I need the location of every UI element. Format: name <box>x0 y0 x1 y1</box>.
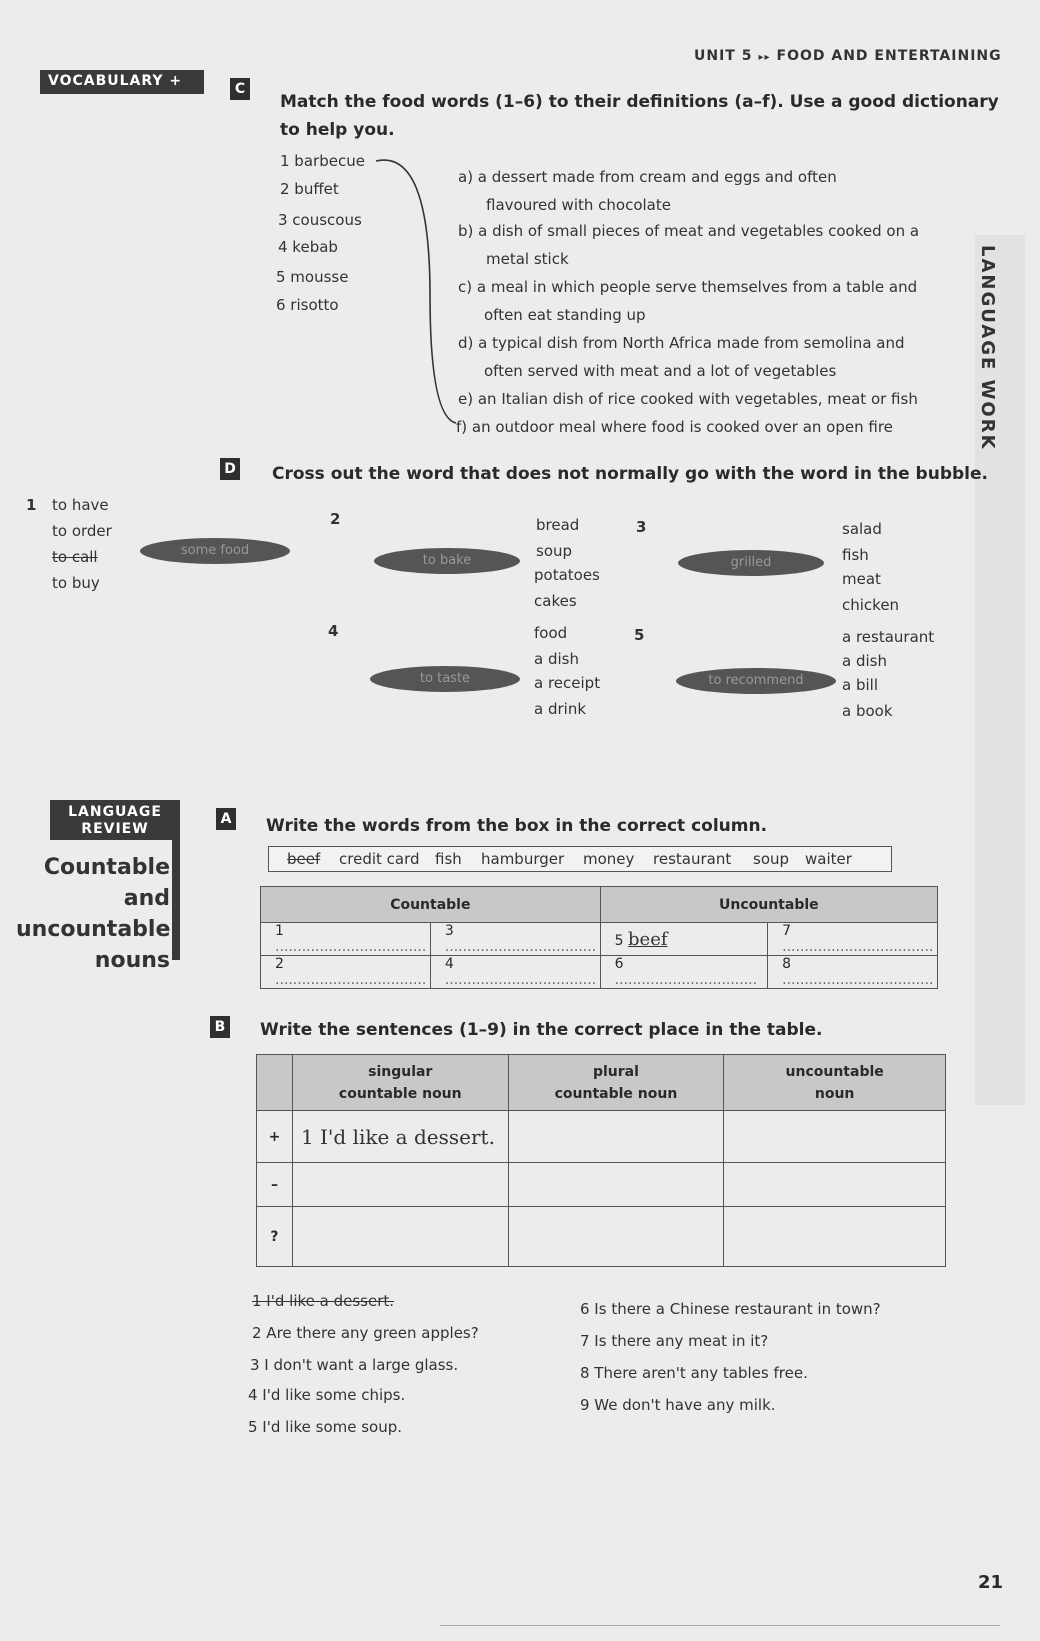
row-sign: + <box>257 1111 293 1163</box>
exercise-letter-a: A <box>216 808 236 830</box>
box-word: money <box>583 850 635 868</box>
group-number: 4 <box>328 622 339 640</box>
list-item: 5 mousse <box>276 268 349 286</box>
box-word: waiter <box>805 850 852 868</box>
list-item: 4 kebab <box>278 238 338 256</box>
section-title: Countable and uncountable nouns <box>16 855 171 973</box>
answer-cell[interactable] <box>508 1163 724 1207</box>
bubble-word: a dish <box>842 652 887 670</box>
exercise-letter-b: B <box>210 1016 230 1038</box>
word-bubble: some food <box>140 538 290 564</box>
matching-line <box>370 155 470 430</box>
bubble-word: a drink <box>534 700 587 718</box>
sentence-8: 8 There aren't any tables free. <box>580 1364 808 1382</box>
group-number: 1 <box>26 496 37 514</box>
handwritten-answer: beef <box>628 928 668 950</box>
header-line: singular <box>368 1063 433 1080</box>
header-line: noun <box>814 1085 855 1102</box>
column-header <box>508 1055 724 1111</box>
bubble-word: bread <box>536 516 580 534</box>
exercise-d-instruction: Cross out the word that does not normally go with the word in the bubble. <box>272 464 988 484</box>
bubble-word: cakes <box>534 592 577 610</box>
bubble-word: a bill <box>842 676 878 694</box>
list-item: 1 barbecue <box>280 152 365 170</box>
header-line: countable noun <box>554 1085 678 1102</box>
header-line: countable noun <box>338 1085 462 1102</box>
column-header: Countable <box>261 887 601 923</box>
bubble-word: a receipt <box>534 674 601 692</box>
double-arrow-icon: ▸▸ <box>758 52 771 63</box>
bubble-word: a restaurant <box>842 628 935 646</box>
bubble-word: salad <box>842 520 882 538</box>
bubble-word: food <box>534 624 568 642</box>
bubble-word: a book <box>842 702 893 720</box>
group-number: 5 <box>634 626 645 644</box>
cell-number: 2 <box>275 956 284 972</box>
definition-b: b) a dish of small pieces of meat and vegetables cooked on a <box>458 222 920 240</box>
answer-cell[interactable]: 4 .................................. <box>430 956 600 989</box>
bubble-word: fish <box>842 546 869 564</box>
column-header <box>292 1055 508 1111</box>
side-bar <box>172 840 180 960</box>
cell-number: 8 <box>782 956 792 972</box>
unit-header <box>694 48 1002 64</box>
tag-line: LANGUAGE <box>68 804 162 820</box>
column-header: Uncountable <box>600 887 937 923</box>
answer-cell[interactable] <box>724 1111 946 1163</box>
word-bubble: to bake <box>374 548 520 574</box>
header-line: plural <box>592 1063 639 1080</box>
answer-cell[interactable] <box>724 1163 946 1207</box>
crossed-out-word: to call <box>52 548 98 566</box>
exercise-c-instruction: Match the food words (1–6) to their definitions (a–f). Use a good dictionary <box>280 92 999 112</box>
column-header <box>724 1055 946 1111</box>
sentence-2: 2 Are there any green apples? <box>252 1324 479 1342</box>
page-number: 21 <box>978 1572 1004 1593</box>
answer-cell[interactable] <box>292 1163 508 1207</box>
exercise-letter-d: D <box>220 458 240 480</box>
box-word: hamburger <box>481 850 565 868</box>
sentence-5: 5 I'd like some soup. <box>248 1418 403 1436</box>
vocabulary-tag: VOCABULARY + <box>40 70 204 94</box>
cell-number: 5 <box>614 932 624 949</box>
blank-header <box>257 1055 293 1111</box>
box-word: beef <box>287 850 321 868</box>
answer-cell[interactable] <box>724 1207 946 1267</box>
definition-e: e) an Italian dish of rice cooked with vegetables, meat or fish <box>458 390 918 408</box>
definition-d-cont: often served with meat and a lot of vegetables <box>484 362 837 380</box>
exercise-c-instruction-cont: to help you. <box>280 120 395 140</box>
exercise-b-instruction: Write the sentences (1–9) in the correct place in the table. <box>260 1020 823 1040</box>
group-number: 2 <box>330 510 341 528</box>
footer-line <box>440 1625 1000 1626</box>
list-item: 3 couscous <box>278 211 362 229</box>
cell-number: 1 <box>275 923 284 939</box>
sentence-6: 6 Is there a Chinese restaurant in town? <box>580 1300 881 1318</box>
cell-number: 7 <box>782 923 792 939</box>
definition-a: a) a dessert made from cream and eggs and often <box>458 168 837 186</box>
cell-number: 3 <box>444 923 454 939</box>
definition-c-cont: often eat standing up <box>484 306 646 324</box>
definition-d: d) a typical dish from North Africa made from semolina and <box>458 334 905 352</box>
definition-c: c) a meal in which people serve themselves from a table and <box>458 278 918 296</box>
box-word: soup <box>753 850 790 868</box>
bubble-word: chicken <box>842 596 900 614</box>
definition-f: f) an outdoor meal where food is cooked over an open fire <box>456 418 893 436</box>
tag-line: REVIEW <box>81 821 149 837</box>
word-bubble: to recommend <box>676 668 836 694</box>
definition-b-cont: metal stick <box>486 250 569 268</box>
group-number: 3 <box>636 518 647 536</box>
box-word: credit card <box>339 850 420 868</box>
answer-cell[interactable]: 7 .................................. <box>768 923 938 956</box>
box-word: restaurant <box>653 850 732 868</box>
answer-cell[interactable] <box>600 923 768 956</box>
row-sign: ? <box>257 1207 293 1267</box>
answer-cell[interactable]: 1 .................................. <box>261 923 431 956</box>
unit-label: UNIT 5 <box>694 48 753 64</box>
answer-cell[interactable]: 3 .................................. <box>430 923 600 956</box>
sentence-4: 4 I'd like some chips. <box>248 1386 406 1404</box>
language-work-label: LANGUAGE WORK <box>977 245 998 451</box>
bubble-word: to buy <box>52 574 100 592</box>
bubble-word: to order <box>52 522 112 540</box>
answer-cell[interactable] <box>508 1111 724 1163</box>
sentence-7: 7 Is there any meat in it? <box>580 1332 769 1350</box>
cell-number: 6 <box>614 956 624 972</box>
answer-cell[interactable] <box>292 1207 508 1267</box>
bubble-word: to have <box>52 496 109 514</box>
definition-a-cont: flavoured with chocolate <box>486 196 671 214</box>
list-item: 2 buffet <box>280 180 339 198</box>
exercise-letter-c: C <box>230 78 250 100</box>
sentence-1: 1 I'd like a dessert. <box>252 1292 395 1310</box>
bubble-word: potatoes <box>534 566 600 584</box>
answer-cell[interactable]: 6 ................................ <box>600 956 768 989</box>
word-box <box>268 846 892 872</box>
language-review-tag <box>50 800 180 840</box>
sentence-table <box>256 1054 946 1267</box>
bubble-word: meat <box>842 570 881 588</box>
row-sign: – <box>257 1163 293 1207</box>
word-bubble: to taste <box>370 666 520 692</box>
answer-cell[interactable]: 2 .................................. <box>261 956 431 989</box>
sentence-3: 3 I don't want a large glass. <box>250 1356 459 1374</box>
exercise-a-instruction: Write the words from the box in the correct column. <box>266 816 768 836</box>
cell-number: 4 <box>444 956 454 972</box>
answer-cell[interactable] <box>508 1207 724 1267</box>
countable-table <box>260 886 938 989</box>
answer-cell[interactable]: 8 .................................. <box>768 956 938 989</box>
answer-cell[interactable] <box>292 1111 508 1163</box>
bubble-word: soup <box>536 542 573 560</box>
list-item: 6 risotto <box>276 296 339 314</box>
unit-topic: FOOD AND ENTERTAINING <box>776 48 1002 64</box>
header-line: uncountable <box>785 1063 884 1080</box>
handwritten-answer: 1 I'd like a dessert. <box>300 1124 495 1149</box>
bubble-word: a dish <box>534 650 579 668</box>
word-bubble: grilled <box>678 550 824 576</box>
box-word: fish <box>435 850 462 868</box>
sentence-9: 9 We don't have any milk. <box>580 1396 776 1414</box>
